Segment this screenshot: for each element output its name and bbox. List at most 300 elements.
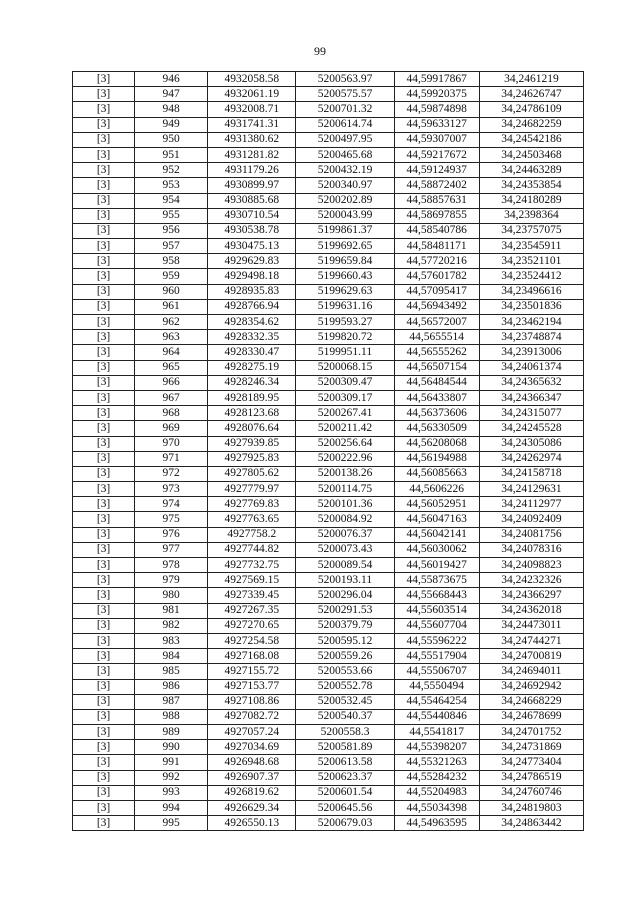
latitude-cell: 44,56085663 [394,466,479,481]
longitude-cell: 34,24366347 [479,390,583,405]
longitude-cell: 34,23521101 [479,254,583,269]
x-coordinate-cell: 4927155.72 [208,664,296,679]
x-coordinate-cell: 4931741.31 [208,117,296,132]
longitude-cell: 34,24353854 [479,178,583,193]
table-row [73,649,584,664]
table-row [73,512,584,527]
table-row [73,725,584,740]
table-row [73,421,584,436]
table-row [73,816,584,831]
longitude-cell: 34,23462194 [479,315,583,330]
latitude-cell: 44,59124937 [394,163,479,178]
latitude-cell: 44,55440846 [394,709,479,724]
latitude-cell: 44,58481171 [394,239,479,254]
table-row [73,87,584,102]
point-number-cell: 954 [135,193,208,208]
point-number-cell: 974 [135,497,208,512]
y-coordinate-cell: 5199593.27 [296,315,394,330]
y-coordinate-cell: 5200073.43 [296,542,394,557]
longitude-cell: 34,24078316 [479,542,583,557]
latitude-cell: 44,56943492 [394,299,479,314]
ref-cell: [3] [73,193,135,208]
latitude-cell: 44,56194988 [394,451,479,466]
latitude-cell: 44,58697855 [394,208,479,223]
page-number: 99 [314,44,326,58]
y-coordinate-cell: 5200595.12 [296,633,394,648]
y-coordinate-cell: 5200114.75 [296,482,394,497]
x-coordinate-cell: 4927763.65 [208,512,296,527]
table-row [73,633,584,648]
y-coordinate-cell: 5199631.16 [296,299,394,314]
latitude-cell: 44,55596222 [394,633,479,648]
latitude-cell: 44,54963595 [394,816,479,831]
ref-cell: [3] [73,725,135,740]
x-coordinate-cell: 4930899.97 [208,178,296,193]
ref-cell: [3] [73,178,135,193]
x-coordinate-cell: 4928123.68 [208,406,296,421]
x-coordinate-cell: 4928766.94 [208,299,296,314]
table-row [73,330,584,345]
y-coordinate-cell: 5200497.95 [296,132,394,147]
longitude-cell: 34,24362018 [479,603,583,618]
latitude-cell: 44,56052951 [394,497,479,512]
ref-cell: [3] [73,360,135,375]
longitude-cell: 34,23501836 [479,299,583,314]
x-coordinate-cell: 4928275.19 [208,360,296,375]
y-coordinate-cell: 5200309.17 [296,390,394,405]
latitude-cell: 44,59217672 [394,147,479,162]
point-number-cell: 966 [135,375,208,390]
y-coordinate-cell: 5200613.58 [296,755,394,770]
table-row [73,709,584,724]
point-number-cell: 962 [135,315,208,330]
x-coordinate-cell: 4927082.72 [208,709,296,724]
x-coordinate-cell: 4930475.13 [208,239,296,254]
latitude-cell: 44,55398207 [394,740,479,755]
latitude-cell: 44,5550494 [394,679,479,694]
latitude-cell: 44,55517904 [394,649,479,664]
point-number-cell: 955 [135,208,208,223]
table-row [73,163,584,178]
y-coordinate-cell: 5200291.53 [296,603,394,618]
point-number-cell: 947 [135,87,208,102]
point-number-cell: 967 [135,390,208,405]
ref-cell: [3] [73,406,135,421]
y-coordinate-cell: 5200559.26 [296,649,394,664]
point-number-cell: 990 [135,740,208,755]
x-coordinate-cell: 4927108.86 [208,694,296,709]
y-coordinate-cell: 5199861.37 [296,223,394,238]
latitude-cell: 44,55034398 [394,801,479,816]
latitude-cell: 44,57601782 [394,269,479,284]
longitude-cell: 34,24061374 [479,360,583,375]
point-number-cell: 956 [135,223,208,238]
latitude-cell: 44,56484544 [394,375,479,390]
point-number-cell: 976 [135,527,208,542]
ref-cell: [3] [73,117,135,132]
point-number-cell: 949 [135,117,208,132]
x-coordinate-cell: 4930710.54 [208,208,296,223]
point-number-cell: 970 [135,436,208,451]
latitude-cell: 44,56507154 [394,360,479,375]
longitude-cell: 34,23545911 [479,239,583,254]
latitude-cell: 44,56019427 [394,558,479,573]
y-coordinate-cell: 5199629.63 [296,284,394,299]
x-coordinate-cell: 4932008.71 [208,102,296,117]
ref-cell: [3] [73,740,135,755]
point-number-cell: 989 [135,725,208,740]
latitude-cell: 44,56555262 [394,345,479,360]
longitude-cell: 34,24626747 [479,87,583,102]
longitude-cell: 34,24694011 [479,664,583,679]
latitude-cell: 44,56042141 [394,527,479,542]
latitude-cell: 44,55603514 [394,603,479,618]
longitude-cell: 34,24463289 [479,163,583,178]
longitude-cell: 34,24112977 [479,497,583,512]
y-coordinate-cell: 5200540.37 [296,709,394,724]
ref-cell: [3] [73,254,135,269]
x-coordinate-cell: 4927339.45 [208,588,296,603]
point-number-cell: 981 [135,603,208,618]
latitude-cell: 44,56030062 [394,542,479,557]
y-coordinate-cell: 5200101.36 [296,497,394,512]
x-coordinate-cell: 4928076.64 [208,421,296,436]
latitude-cell: 44,5606226 [394,482,479,497]
longitude-cell: 34,24365632 [479,375,583,390]
point-number-cell: 971 [135,451,208,466]
y-coordinate-cell: 5199951.11 [296,345,394,360]
y-coordinate-cell: 5200379.79 [296,618,394,633]
longitude-cell: 34,24098823 [479,558,583,573]
longitude-cell: 34,24786519 [479,770,583,785]
point-number-cell: 959 [135,269,208,284]
table-row [73,193,584,208]
y-coordinate-cell: 5200601.54 [296,785,394,800]
x-coordinate-cell: 4929498.18 [208,269,296,284]
point-number-cell: 952 [135,163,208,178]
table-row [73,785,584,800]
x-coordinate-cell: 4932061.19 [208,87,296,102]
longitude-cell: 34,23748874 [479,330,583,345]
y-coordinate-cell: 5200465.68 [296,147,394,162]
y-coordinate-cell: 5199660.43 [296,269,394,284]
latitude-cell: 44,55607704 [394,618,479,633]
table-row [73,72,584,87]
point-number-cell: 963 [135,330,208,345]
x-coordinate-cell: 4932058.58 [208,72,296,87]
point-number-cell: 951 [135,147,208,162]
y-coordinate-cell: 5200202.89 [296,193,394,208]
longitude-cell: 34,24366297 [479,588,583,603]
longitude-cell: 34,24668229 [479,694,583,709]
latitude-cell: 44,56047163 [394,512,479,527]
table-row [73,740,584,755]
latitude-cell: 44,55464254 [394,694,479,709]
point-number-cell: 953 [135,178,208,193]
table-row [73,239,584,254]
ref-cell: [3] [73,299,135,314]
x-coordinate-cell: 4927758.2 [208,527,296,542]
table-row [73,801,584,816]
longitude-cell: 34,24760746 [479,785,583,800]
longitude-cell: 34,24744271 [479,633,583,648]
table-row [73,573,584,588]
x-coordinate-cell: 4926629.34 [208,801,296,816]
y-coordinate-cell: 5200563.97 [296,72,394,87]
y-coordinate-cell: 5200701.32 [296,102,394,117]
x-coordinate-cell: 4926907.37 [208,770,296,785]
table-row [73,603,584,618]
point-number-cell: 968 [135,406,208,421]
ref-cell: [3] [73,618,135,633]
ref-cell: [3] [73,208,135,223]
table-row [73,527,584,542]
point-number-cell: 948 [135,102,208,117]
table-row [73,360,584,375]
ref-cell: [3] [73,679,135,694]
latitude-cell: 44,55668443 [394,588,479,603]
table-row [73,345,584,360]
point-number-cell: 995 [135,816,208,831]
x-coordinate-cell: 4927270.65 [208,618,296,633]
table-row [73,208,584,223]
table-row [73,315,584,330]
coordinates-table [72,71,584,831]
latitude-cell: 44,5541817 [394,725,479,740]
y-coordinate-cell: 5200614.74 [296,117,394,132]
y-coordinate-cell: 5200552.78 [296,679,394,694]
point-number-cell: 988 [135,709,208,724]
point-number-cell: 987 [135,694,208,709]
table-row [73,436,584,451]
x-coordinate-cell: 4930538.78 [208,223,296,238]
longitude-cell: 34,23757075 [479,223,583,238]
longitude-cell: 34,24819803 [479,801,583,816]
x-coordinate-cell: 4931179.26 [208,163,296,178]
longitude-cell: 34,24863442 [479,816,583,831]
latitude-cell: 44,56572007 [394,315,479,330]
ref-cell: [3] [73,633,135,648]
longitude-cell: 34,2461219 [479,72,583,87]
point-number-cell: 972 [135,466,208,481]
ref-cell: [3] [73,770,135,785]
point-number-cell: 961 [135,299,208,314]
point-number-cell: 982 [135,618,208,633]
x-coordinate-cell: 4931380.62 [208,132,296,147]
table-row [73,451,584,466]
longitude-cell: 34,24678699 [479,709,583,724]
table-row [73,497,584,512]
y-coordinate-cell: 5199692.65 [296,239,394,254]
ref-cell: [3] [73,390,135,405]
point-number-cell: 973 [135,482,208,497]
ref-cell: [3] [73,542,135,557]
y-coordinate-cell: 5200558.3 [296,725,394,740]
latitude-cell: 44,58857631 [394,193,479,208]
ref-cell: [3] [73,375,135,390]
ref-cell: [3] [73,482,135,497]
x-coordinate-cell: 4927254.58 [208,633,296,648]
y-coordinate-cell: 5200553.66 [296,664,394,679]
ref-cell: [3] [73,527,135,542]
ref-cell: [3] [73,163,135,178]
longitude-cell: 34,24315077 [479,406,583,421]
latitude-cell: 44,55321263 [394,755,479,770]
x-coordinate-cell: 4928330.47 [208,345,296,360]
latitude-cell: 44,57095417 [394,284,479,299]
ref-cell: [3] [73,816,135,831]
longitude-cell: 34,24692942 [479,679,583,694]
ref-cell: [3] [73,147,135,162]
ref-cell: [3] [73,284,135,299]
x-coordinate-cell: 4927925.83 [208,451,296,466]
point-number-cell: 994 [135,801,208,816]
longitude-cell: 34,24773404 [479,755,583,770]
table-row [73,178,584,193]
y-coordinate-cell: 5200211.42 [296,421,394,436]
x-coordinate-cell: 4928189.95 [208,390,296,405]
x-coordinate-cell: 4927744.82 [208,542,296,557]
ref-cell: [3] [73,558,135,573]
y-coordinate-cell: 5200076.37 [296,527,394,542]
latitude-cell: 44,55506707 [394,664,479,679]
x-coordinate-cell: 4928354.62 [208,315,296,330]
ref-cell: [3] [73,709,135,724]
y-coordinate-cell: 5200575.57 [296,87,394,102]
latitude-cell: 44,59307007 [394,132,479,147]
y-coordinate-cell: 5200623.37 [296,770,394,785]
longitude-cell: 34,24081756 [479,527,583,542]
longitude-cell: 34,24305086 [479,436,583,451]
table-row [73,223,584,238]
point-number-cell: 975 [135,512,208,527]
ref-cell: [3] [73,497,135,512]
y-coordinate-cell: 5200068.15 [296,360,394,375]
longitude-cell: 34,23913006 [479,345,583,360]
point-number-cell: 957 [135,239,208,254]
table-row [73,770,584,785]
x-coordinate-cell: 4927168.08 [208,649,296,664]
x-coordinate-cell: 4929629.83 [208,254,296,269]
x-coordinate-cell: 4931281.82 [208,147,296,162]
point-number-cell: 980 [135,588,208,603]
ref-cell: [3] [73,223,135,238]
longitude-cell: 34,24262974 [479,451,583,466]
table-row [73,390,584,405]
point-number-cell: 993 [135,785,208,800]
ref-cell: [3] [73,102,135,117]
point-number-cell: 960 [135,284,208,299]
y-coordinate-cell: 5200222.96 [296,451,394,466]
y-coordinate-cell: 5200256.64 [296,436,394,451]
longitude-cell: 34,24542186 [479,132,583,147]
ref-cell: [3] [73,603,135,618]
ref-cell: [3] [73,451,135,466]
y-coordinate-cell: 5199659.84 [296,254,394,269]
point-number-cell: 991 [135,755,208,770]
y-coordinate-cell: 5200340.97 [296,178,394,193]
x-coordinate-cell: 4928246.34 [208,375,296,390]
ref-cell: [3] [73,87,135,102]
ref-cell: [3] [73,315,135,330]
table-row [73,269,584,284]
ref-cell: [3] [73,239,135,254]
table-row [73,558,584,573]
ref-cell: [3] [73,801,135,816]
latitude-cell: 44,5655514 [394,330,479,345]
point-number-cell: 984 [135,649,208,664]
ref-cell: [3] [73,649,135,664]
latitude-cell: 44,59917867 [394,72,479,87]
point-number-cell: 979 [135,573,208,588]
table-row [73,588,584,603]
ref-cell: [3] [73,72,135,87]
longitude-cell: 34,24503468 [479,147,583,162]
x-coordinate-cell: 4927569.15 [208,573,296,588]
ref-cell: [3] [73,330,135,345]
table-row [73,117,584,132]
ref-cell: [3] [73,664,135,679]
y-coordinate-cell: 5200581.89 [296,740,394,755]
y-coordinate-cell: 5200432.19 [296,163,394,178]
longitude-cell: 34,24245528 [479,421,583,436]
longitude-cell: 34,24731869 [479,740,583,755]
y-coordinate-cell: 5200084.92 [296,512,394,527]
ref-cell: [3] [73,588,135,603]
table-row [73,679,584,694]
table-row [73,466,584,481]
latitude-cell: 44,56208068 [394,436,479,451]
latitude-cell: 44,59874898 [394,102,479,117]
table-row [73,664,584,679]
y-coordinate-cell: 5200089.54 [296,558,394,573]
table-row [73,299,584,314]
ref-cell: [3] [73,785,135,800]
ref-cell: [3] [73,269,135,284]
y-coordinate-cell: 5200296.04 [296,588,394,603]
longitude-cell: 34,24092409 [479,512,583,527]
y-coordinate-cell: 5200645.56 [296,801,394,816]
point-number-cell: 965 [135,360,208,375]
x-coordinate-cell: 4926948.68 [208,755,296,770]
point-number-cell: 983 [135,633,208,648]
x-coordinate-cell: 4926819.62 [208,785,296,800]
x-coordinate-cell: 4927779.97 [208,482,296,497]
x-coordinate-cell: 4927805.62 [208,466,296,481]
point-number-cell: 969 [135,421,208,436]
x-coordinate-cell: 4930885.68 [208,193,296,208]
latitude-cell: 44,56373606 [394,406,479,421]
y-coordinate-cell: 5199820.72 [296,330,394,345]
point-number-cell: 946 [135,72,208,87]
latitude-cell: 44,58872402 [394,178,479,193]
ref-cell: [3] [73,436,135,451]
ref-cell: [3] [73,512,135,527]
table-row [73,406,584,421]
table-row [73,542,584,557]
x-coordinate-cell: 4927057.24 [208,725,296,740]
table-row [73,102,584,117]
y-coordinate-cell: 5200193.11 [296,573,394,588]
longitude-cell: 34,24473011 [479,618,583,633]
point-number-cell: 950 [135,132,208,147]
point-number-cell: 986 [135,679,208,694]
table-row [73,147,584,162]
x-coordinate-cell: 4927034.69 [208,740,296,755]
x-coordinate-cell: 4927732.75 [208,558,296,573]
x-coordinate-cell: 4927267.35 [208,603,296,618]
longitude-cell: 34,2398364 [479,208,583,223]
